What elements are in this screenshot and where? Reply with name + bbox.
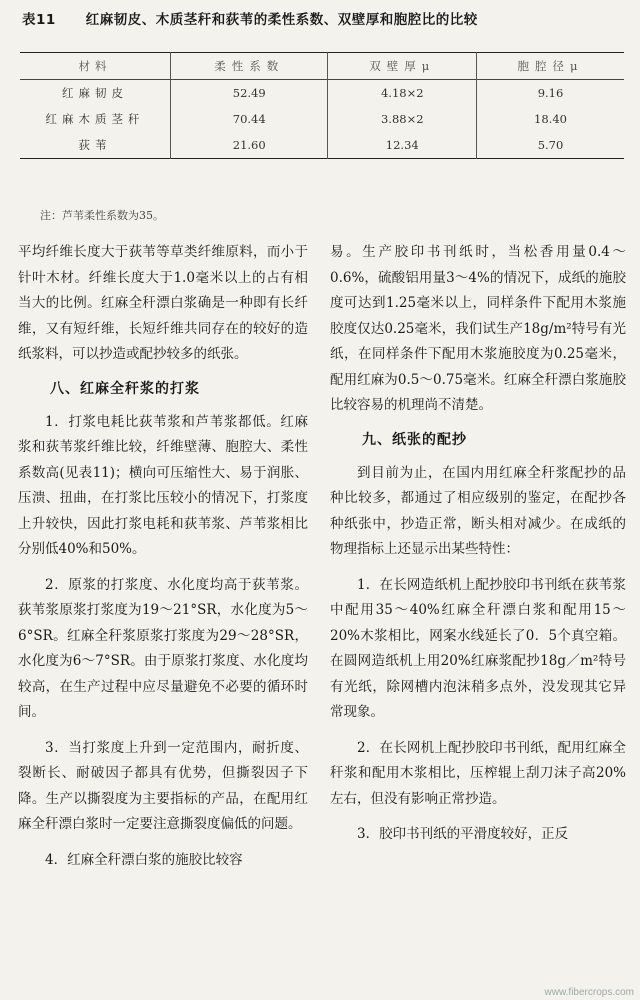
header-material: 材料 [78,59,112,73]
paragraph: 平均纤维长度大于荻苇等草类纤维原料，而小于针叶木材。纤维长度大于1.0毫米以上的占有相当大的比例。红麻全秆漂白浆确是一种即有长纤维，又有短纤维，长短纤维共同存在的较好的造纸浆料，可以抄造或配抄较多的纸张。 [18,244,308,362]
cell-value: 9.16 [477,80,624,107]
table-caption [22,8,622,28]
left-column [18,240,308,883]
header-double-wall: 双壁厚μ [328,53,477,80]
paragraph: 1．在长网造纸机上配抄胶印书刊纸在荻苇浆中配用35～40%红麻全秆漂白浆和配用15～20%木浆相比，网案水线延长了0．5个真空箱。在圆网造纸机上用20%红麻浆配抄18g／m²特号有光纸，除网槽内泡沫稍多点外，没发现其它异常现象。 [330,576,626,720]
cell-value: 5.70 [477,132,624,159]
table-header-row [20,53,624,80]
table-number: 表11 [22,12,56,28]
cell-material: 荻苇 [78,138,112,152]
cell-value: 4.18×2 [328,80,477,107]
cell-value: 70.44 [171,106,328,132]
section-heading-9: 九、纸张的配抄 [362,431,467,448]
cell-value: 3.88×2 [328,106,477,132]
cell-value: 18.40 [477,106,624,132]
paragraph: 4．红麻全秆漂白浆的施胶比较容 [45,851,243,868]
table-row [20,80,624,107]
paragraph: 3．当打浆度上升到一定范围内，耐折度、裂断长、耐破因子都具有优势，但撕裂因子下降。生产以撕裂度为主要指标的产品，在配用红麻全秆漂白浆时一定要注意撕裂度偏低的问题。 [18,739,308,832]
table-row [20,132,624,159]
table-row [20,106,624,132]
section-heading-8: 八、红麻全秆浆的打浆 [50,380,200,397]
table-note: 注：芦苇柔性系数为35。 [40,209,164,222]
cell-value: 12.34 [328,132,477,159]
paragraph: 2．原浆的打浆度、水化度均高于荻苇浆。荻苇浆原浆打浆度为19～21°SR，水化度为5～6°SR。红麻全秆浆原浆打浆度为29～28°SR，水化度为6～7°SR。由于原浆打浆度、水化度均较高，在生产过程中应尽量避免不必要的循环时间。 [18,576,308,720]
right-column [330,240,626,858]
cell-material: 红麻木质茎秆 [45,112,145,126]
table-title: 红麻韧皮、木质茎秆和荻苇的柔性系数、双壁厚和胞腔比的比较 [85,12,478,28]
cell-material: 红麻韧皮 [62,86,128,100]
header-flexibility: 柔性系数 [171,53,328,80]
comparison-table [20,52,624,159]
watermark: www.fibercrops.com [544,987,634,998]
cell-value: 21.60 [171,132,328,159]
paragraph: 2．在长网机上配抄胶印书刊纸，配用红麻全秆浆和配用木浆相比，压榨辊上刮刀沫子高20%左右，但没有影响正常抄造。 [330,739,626,807]
paragraph: 1．打浆电耗比荻苇浆和芦苇浆都低。红麻浆和荻苇浆纤维比较，纤维壁薄、胞腔大、柔性系数高(见表11)；横向可压缩性大、易于润胀、压溃、扭曲，在打浆比压较小的情况下，打浆度上升较快，因此打浆电耗和荻苇浆、芦苇浆相比分别低40%和50%。 [18,413,308,557]
header-lumen: 胞腔径μ [477,53,624,80]
paragraph: 到目前为止，在国内用红麻全秆浆配抄的品种比较多，都通过了相应级别的鉴定，在配抄各种纸张中，抄造正常，断头相对减少。在成纸的物理指标上还显示出某些特性： [330,464,626,557]
cell-value: 52.49 [171,80,328,107]
paragraph: 易。生产胶印书刊纸时，当松香用量0.4～0.6%，硫酸铝用量3～4%的情况下，成纸的施胶度可达到1.25毫米以上，同样条件下配用木浆施胶度仅达0.25毫米，我们试生产18g/m²特号有光纸，在同样条件下配用木浆施胶度为0.25毫米，配用红麻为0.5～0.75毫米。红麻全秆漂白浆施胶比较容易的机理尚不清楚。 [330,244,626,413]
paragraph: 3．胶印书刊纸的平滑度较好，正反 [357,826,569,842]
